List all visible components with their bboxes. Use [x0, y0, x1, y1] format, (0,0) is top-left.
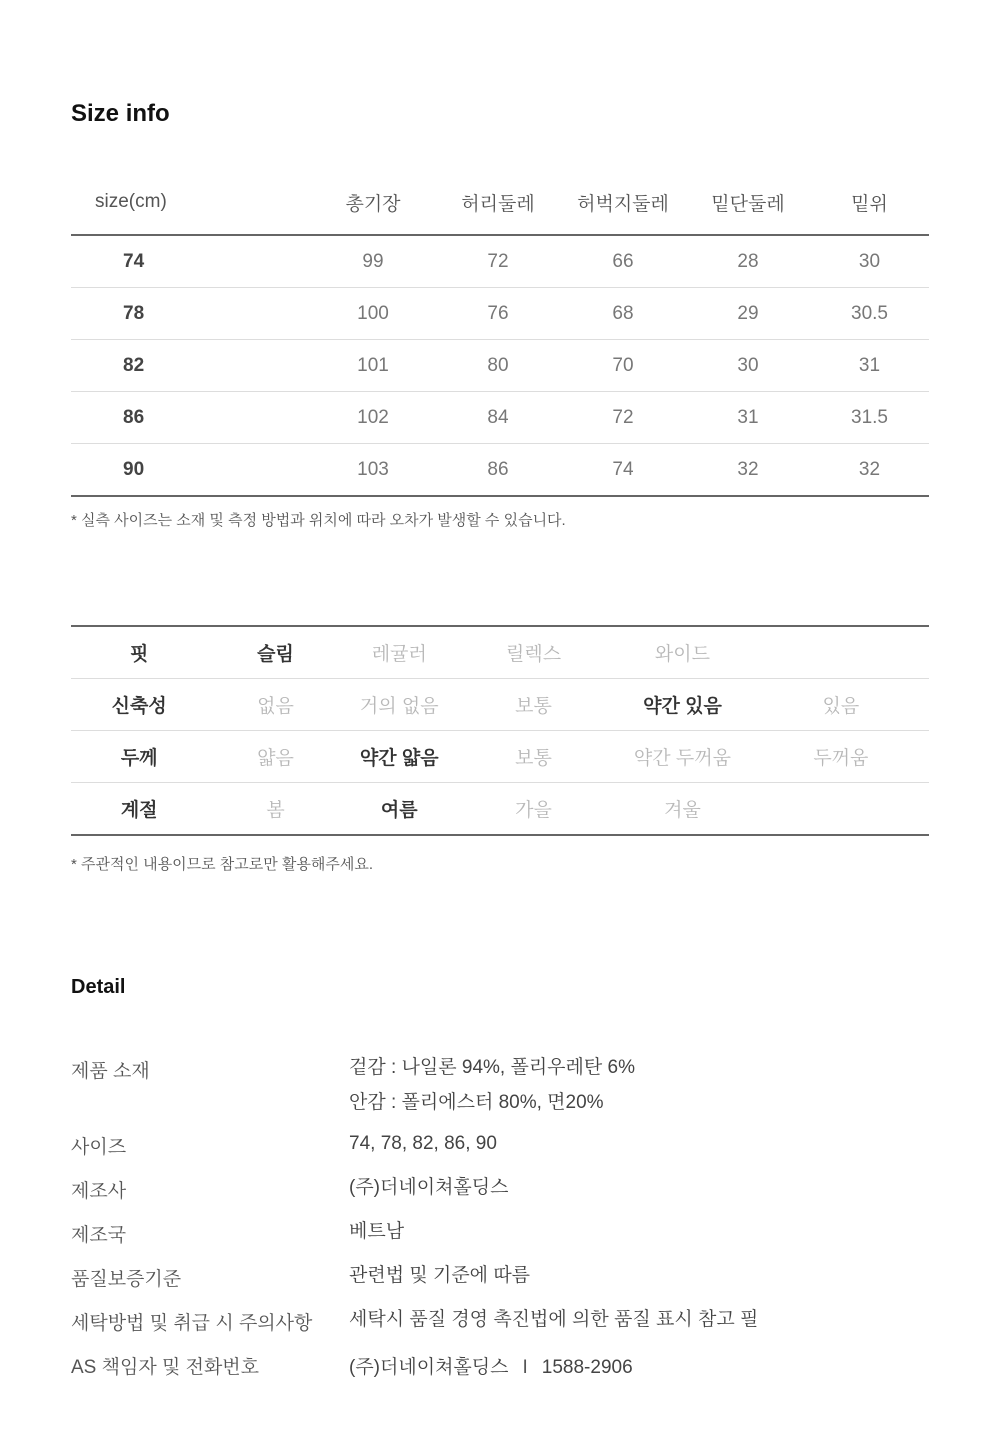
fit-option-selected: 슬림 [207, 626, 343, 679]
detail-value: 겉감 : 나일론 94%, 폴리우레탄 6% [349, 1057, 635, 1078]
fit-option: 약간 두꺼움 [612, 731, 753, 783]
measure-value: 30 [686, 340, 810, 392]
measure-value: 32 [810, 444, 929, 497]
col-total-length: 총기장 [310, 170, 436, 235]
detail-label: 제품 소재 [71, 1061, 150, 1082]
detail-row-as [71, 1352, 929, 1379]
detail-value: 74, 78, 82, 86, 90 [349, 1133, 497, 1154]
size-table-header [71, 170, 929, 235]
fit-row [71, 783, 929, 836]
fit-option-selected: 여름 [344, 783, 455, 836]
detail-label: 제조국 [71, 1225, 127, 1246]
measure-value: 30 [810, 235, 929, 288]
size-row [71, 444, 929, 497]
detail-row [71, 1176, 929, 1203]
measure-value: 76 [436, 288, 560, 340]
detail-value: (주)더네이쳐홀딩스 [349, 1177, 509, 1198]
measure-value: 100 [310, 288, 436, 340]
fit-option: 거의 없음 [344, 679, 455, 731]
fit-option: 레귤러 [344, 626, 455, 679]
measure-value: 29 [686, 288, 810, 340]
col-hem: 밑단둘레 [686, 170, 810, 235]
measure-value: 102 [310, 392, 436, 444]
measure-value: 80 [436, 340, 560, 392]
fit-option [753, 626, 929, 679]
fit-option: 얇음 [207, 731, 343, 783]
detail-value: 베트남 [349, 1221, 405, 1242]
detail-row [71, 1056, 929, 1115]
detail-value: 안감 : 폴리에스터 80%, 면20% [349, 1092, 604, 1113]
measure-value: 28 [686, 235, 810, 288]
measure-value: 72 [560, 392, 686, 444]
fit-option: 있음 [753, 679, 929, 731]
size-row [71, 392, 929, 444]
fit-option: 가을 [455, 783, 612, 836]
col-rise: 밑위 [810, 170, 929, 235]
col-waist: 허리둘레 [436, 170, 560, 235]
measure-value: 101 [310, 340, 436, 392]
detail-label: AS 책임자 및 전화번호 [71, 1357, 260, 1378]
fit-note: * 주관적인 내용이므로 참고로만 활용해주세요. [71, 856, 373, 873]
fit-option: 보통 [455, 679, 612, 731]
detail-label: 세탁방법 및 취급 시 주의사항 [71, 1313, 313, 1334]
size-value: 90 [71, 444, 310, 497]
size-info-title: Size info [71, 100, 170, 127]
col-size: size(cm) [71, 170, 310, 235]
size-value: 78 [71, 288, 310, 340]
detail-value: 관련법 및 기준에 따름 [349, 1265, 531, 1286]
measure-value: 32 [686, 444, 810, 497]
measure-value: 84 [436, 392, 560, 444]
measure-value: 68 [560, 288, 686, 340]
fit-row [71, 679, 929, 731]
fit-row-label: 두께 [71, 731, 207, 783]
size-note: * 실측 사이즈는 소재 및 측정 방법과 위치에 따라 오차가 발생할 수 있습니다. [71, 512, 566, 529]
size-value: 74 [71, 235, 310, 288]
fit-option: 릴렉스 [455, 626, 612, 679]
size-table [71, 170, 929, 497]
fit-row [71, 626, 929, 679]
fit-row-label: 계절 [71, 783, 207, 836]
measure-value: 31 [686, 392, 810, 444]
detail-row [71, 1220, 929, 1247]
detail-row [71, 1132, 929, 1159]
size-value: 82 [71, 340, 310, 392]
measure-value: 72 [436, 235, 560, 288]
fit-option: 겨울 [612, 783, 753, 836]
fit-option: 와이드 [612, 626, 753, 679]
measure-value: 103 [310, 444, 436, 497]
detail-label: 사이즈 [71, 1137, 127, 1158]
detail-row [71, 1308, 929, 1335]
detail-label: 제조사 [71, 1181, 127, 1202]
measure-value: 66 [560, 235, 686, 288]
as-phone: 1588-2906 [541, 1357, 633, 1378]
detail-list [71, 1056, 929, 1396]
detail-title: Detail [71, 976, 126, 998]
fit-option: 두꺼움 [753, 731, 929, 783]
as-company: (주)더네이쳐홀딩스 [349, 1357, 509, 1378]
as-separator: I [522, 1357, 528, 1378]
size-value: 86 [71, 392, 310, 444]
detail-label: 품질보증기준 [71, 1269, 182, 1290]
fit-option-selected: 약간 있음 [612, 679, 753, 731]
fit-option: 보통 [455, 731, 612, 783]
size-row [71, 235, 929, 288]
fit-option: 없음 [207, 679, 343, 731]
measure-value: 86 [436, 444, 560, 497]
fit-row [71, 731, 929, 783]
measure-value: 30.5 [810, 288, 929, 340]
fit-option-selected: 약간 얇음 [344, 731, 455, 783]
fit-row-label: 핏 [71, 626, 207, 679]
size-row [71, 340, 929, 392]
fit-table [71, 625, 929, 836]
col-thigh: 허벅지둘레 [560, 170, 686, 235]
detail-row [71, 1264, 929, 1291]
measure-value: 31 [810, 340, 929, 392]
measure-value: 99 [310, 235, 436, 288]
fit-option: 봄 [207, 783, 343, 836]
fit-row-label: 신축성 [71, 679, 207, 731]
size-row [71, 288, 929, 340]
measure-value: 74 [560, 444, 686, 497]
fit-option [753, 783, 929, 836]
measure-value: 31.5 [810, 392, 929, 444]
detail-value: 세탁시 품질 경영 촉진법에 의한 품질 표시 참고 필 [349, 1309, 759, 1330]
measure-value: 70 [560, 340, 686, 392]
